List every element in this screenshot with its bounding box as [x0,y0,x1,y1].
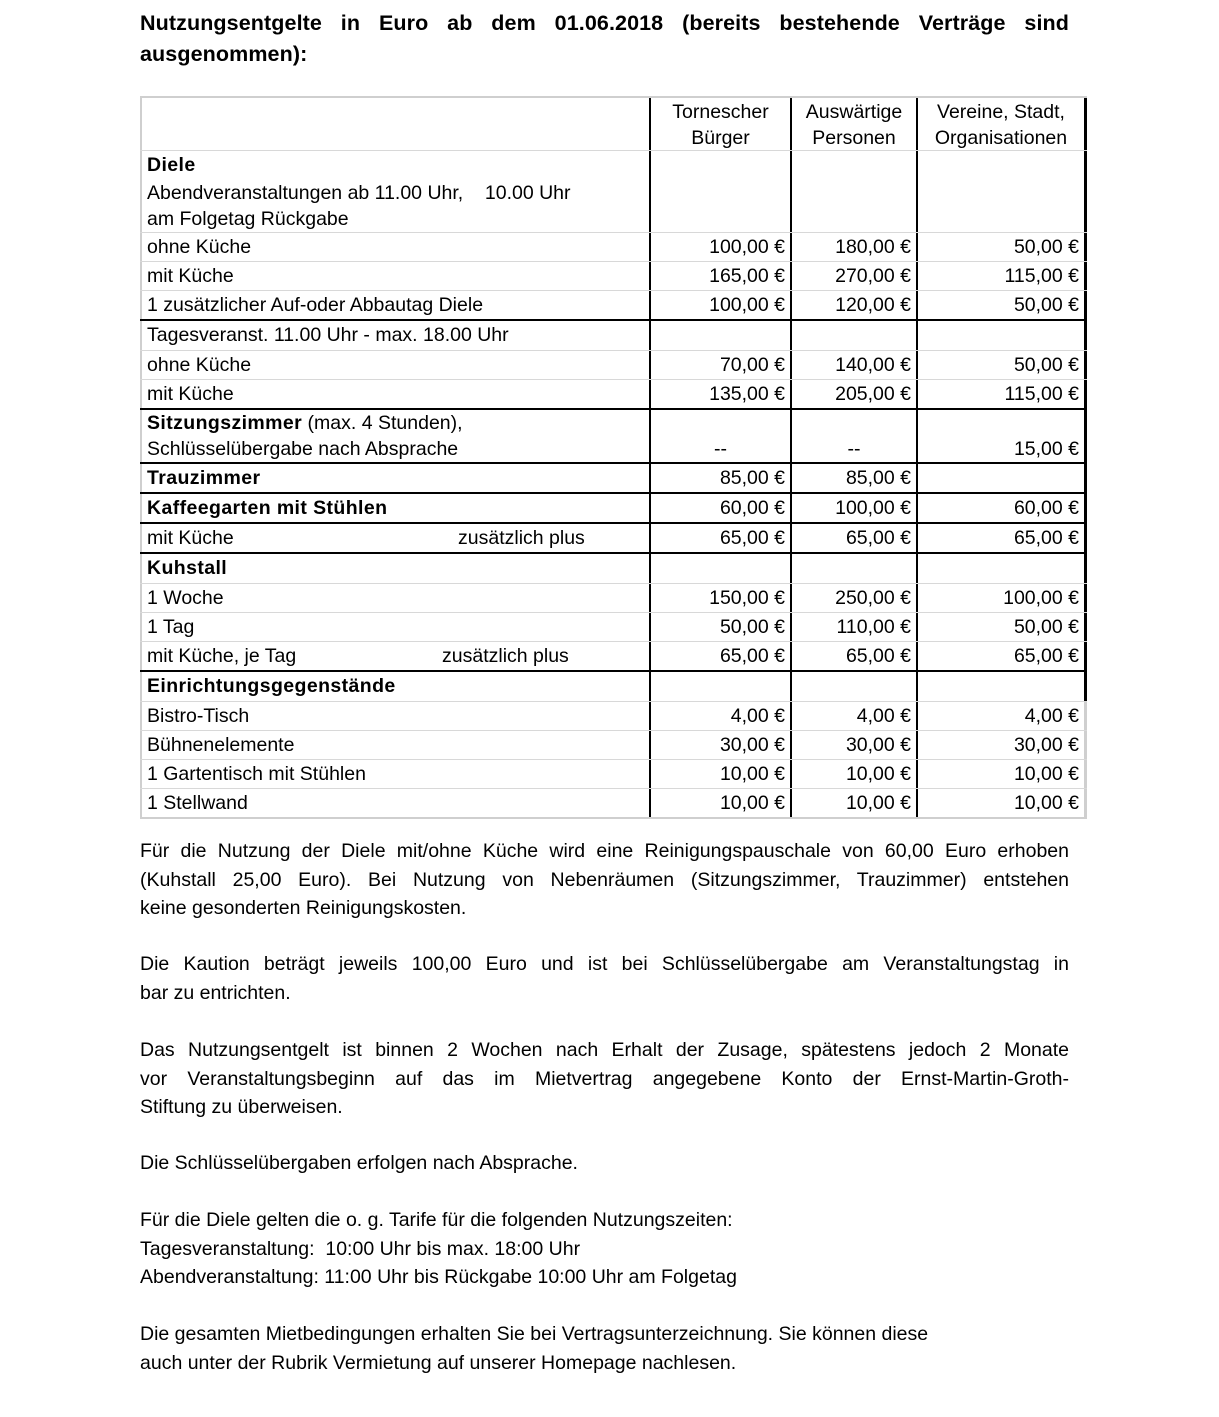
section-title-einrichtung: Einrichtungsgegenstände [140,672,649,701]
tagesveranstaltung-label: Tagesveranst. 11.00 Uhr - max. 18.00 Uhr [140,321,649,350]
table-row [140,760,1087,789]
value-auswaertige: 85,00 € [790,464,916,492]
value-auswaertige: 100,00 € [790,494,916,522]
value-tornescher: 100,00 € [649,291,790,319]
row-label: mit Küche, je Tag [147,645,297,667]
value-tornescher: 60,00 € [649,494,790,522]
column-header-auswaertige: Auswärtige Personen [790,98,916,150]
table-row-kuhstall-title [140,554,1087,584]
heading-line-1: Nutzungsentgelte in Euro ab dem 01.06.2018 (bereits bestehende Verträge sind [140,11,1069,35]
table-header-row [140,96,1087,151]
zusaetzlich-plus-label: zusätzlich plus [458,527,585,549]
value-vereine: 65,00 € [916,524,1087,552]
row-label: 1 Stellwand [140,789,649,817]
row-label: mit Küche [147,527,234,549]
value-auswaertige: 30,00 € [790,731,916,759]
sitzungszimmer-label: Sitzungszimmer (max. 4 Stunden), Schlüsselübergabe nach Absprache [140,410,649,462]
paragraph-mietbedingungen: Die gesamten Mietbedingungen erhalten Sie bei Vertragsunterzeichnung. Sie können diese auch unter der Rubrik Vermietung auf unserer Homepage nachlesen. [140,1323,929,1374]
table-row [140,789,1087,819]
value-tornescher: 30,00 € [649,731,790,759]
row-label: 1 Tag [140,613,649,641]
value-auswaertige: 110,00 € [790,613,916,641]
row-label-cell [140,524,649,552]
row-label: Bistro-Tisch [140,702,649,730]
paragraph-reinigung: Für die Nutzung der Diele mit/ohne Küche wird eine Reinigungspauschale von 60,00 Euro erhoben (Kuhstall 25,00 Euro). Bei Nutzung von Nebenräumen (Sitzungszimmer, Trauzimmer) entstehen keine gesonderten Reinigungskosten. [140,840,1069,919]
column-header-vereine: Vereine, Stadt, Organisationen [916,98,1087,150]
value-vereine: 60,00 € [916,494,1087,522]
value-auswaertige: 140,00 € [790,351,916,379]
table-row-diele-title [140,151,1087,180]
value-auswaertige: 10,00 € [790,789,916,817]
paragraph-nutzungsentgelt: Das Nutzungsentgelt ist binnen 2 Wochen nach Erhalt der Zusage, spätestens jedoch 2 Monate vor Veranstaltungsbeginn auf das im Mietvertrag angegebene Konto der Ernst-Martin-Groth- Stiftung zu überweisen. [140,1039,1069,1118]
row-label: Kaffeegarten mit Stühlen [140,494,649,522]
value-auswaertige: 65,00 € [790,524,916,552]
value-vereine: 50,00 € [916,233,1087,261]
value-auswaertige: 270,00 € [790,262,916,290]
value-vereine: 100,00 € [916,584,1087,612]
row-label: Bühnenelemente [140,731,649,759]
value-auswaertige: 4,00 € [790,702,916,730]
value-tornescher: 70,00 € [649,351,790,379]
column-header-tornescher: Tornescher Bürger [649,98,790,150]
value-vereine: 115,00 € [916,262,1087,290]
value-auswaertige: 10,00 € [790,760,916,788]
value-auswaertige: 180,00 € [790,233,916,261]
table-row [140,262,1087,291]
paragraph-nutzungszeiten: Für die Diele gelten die o. g. Tarife für die folgenden Nutzungszeiten: Tagesveranstaltung: 10:00 Uhr bis max. 18:00 Uhr Abendveranstaltung: 11:00 Uhr bis Rückgabe 10:00 Uhr am Folgetag [140,1209,737,1288]
value-vereine: 15,00 € [916,410,1087,462]
value-vereine: 50,00 € [916,351,1087,379]
value-tornescher: -- [649,410,790,462]
value-vereine: 10,00 € [916,789,1087,817]
document-heading [140,8,1069,70]
value-auswaertige: 250,00 € [790,584,916,612]
abendveranstaltungen-label: Abendveranstaltungen ab 11.00 Uhr, 10.00 Uhr am Folgetag Rückgabe [140,180,649,232]
header-empty-cell [140,98,649,150]
table-row [140,613,1087,642]
value-tornescher: 85,00 € [649,464,790,492]
value-tornescher: 10,00 € [649,789,790,817]
table-row-kaffeegarten-kueche [140,524,1087,554]
value-tornescher: 165,00 € [649,262,790,290]
section-title-kuhstall: Kuhstall [140,554,649,583]
value-auswaertige: 120,00 € [790,291,916,319]
row-label: mit Küche [140,380,649,408]
value-tornescher: 4,00 € [649,702,790,730]
row-label: 1 zusätzlicher Auf-oder Abbautag Diele [140,291,649,319]
table-row-abendveranstaltungen [140,180,1087,233]
value-auswaertige: -- [790,410,916,462]
table-row [140,380,1087,410]
row-label: Trauzimmer [140,464,649,492]
value-tornescher: 150,00 € [649,584,790,612]
value-tornescher: 10,00 € [649,760,790,788]
value-tornescher: 65,00 € [649,524,790,552]
table-row [140,731,1087,760]
zusaetzlich-plus-label: zusätzlich plus [442,645,569,667]
table-row-sitzungszimmer [140,410,1087,464]
row-label: ohne Küche [140,351,649,379]
price-table [140,96,1087,819]
table-row-kaffeegarten [140,494,1087,524]
table-row [140,291,1087,321]
value-vereine: 4,00 € [916,702,1087,730]
value-vereine [916,464,1087,492]
section-title-diele: Diele [140,151,649,180]
value-tornescher: 100,00 € [649,233,790,261]
table-row [140,233,1087,262]
value-auswaertige: 205,00 € [790,380,916,408]
table-row [140,351,1087,380]
value-auswaertige: 65,00 € [790,642,916,670]
value-tornescher: 135,00 € [649,380,790,408]
row-label: 1 Gartentisch mit Stühlen [140,760,649,788]
paragraph-schluesseluebergaben: Die Schlüsselübergaben erfolgen nach Absprache. [140,1152,578,1174]
value-tornescher: 50,00 € [649,613,790,641]
value-vereine: 30,00 € [916,731,1087,759]
row-label: mit Küche [140,262,649,290]
table-row-trauzimmer [140,464,1087,494]
row-label: 1 Woche [140,584,649,612]
heading-line-2: ausgenommen): [140,42,308,66]
table-row-einrichtung-title [140,672,1087,702]
value-vereine: 10,00 € [916,760,1087,788]
table-row-kuhstall-kueche [140,642,1087,672]
paragraph-kaution: Die Kaution beträgt jeweils 100,00 Euro und ist bei Schlüsselübergabe am Veranstaltungstag in bar zu entrichten. [140,953,1069,1004]
row-label: ohne Küche [140,233,649,261]
value-vereine: 50,00 € [916,291,1087,319]
value-vereine: 50,00 € [916,613,1087,641]
row-label-cell [140,642,649,670]
table-row [140,584,1087,613]
value-vereine: 115,00 € [916,380,1087,408]
table-row-tagesveranstaltung [140,321,1087,351]
value-tornescher: 65,00 € [649,642,790,670]
value-vereine: 65,00 € [916,642,1087,670]
table-row [140,702,1087,731]
